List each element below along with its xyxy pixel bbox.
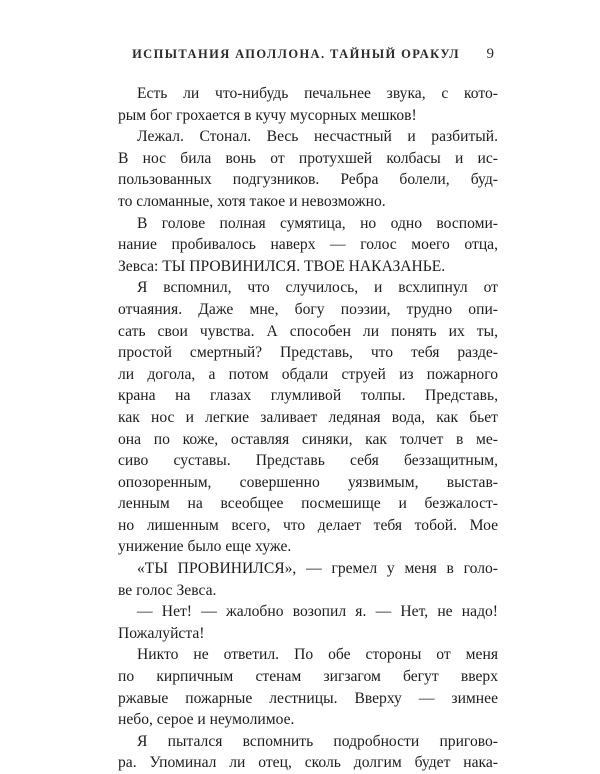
text-line: унижение было еще хуже. — [118, 538, 292, 556]
running-header — [118, 47, 498, 67]
text-line: простой смертный? Представь, что тебя разде- — [118, 344, 498, 362]
page-number: 9 — [486, 46, 494, 62]
text-line: пользованных подгузников. Ребра болели, буд- — [118, 171, 498, 189]
text-line: опозоренным, совершенно уязвимым, выстав- — [118, 473, 498, 491]
text-line: «ТЫ ПРОВИНИЛСЯ», — гремел у меня в голо- — [137, 560, 498, 578]
text-line: Я пытался вспомнить подробности пригово- — [137, 732, 498, 750]
text-line: В нос била вонь от протухшей колбасы и ис- — [118, 149, 498, 167]
text-line: Есть ли что-нибудь печальнее звука, с кото- — [137, 85, 498, 102]
text-line: ленным на всеобщее посмешище и безжалост- — [118, 495, 498, 513]
paragraph — [118, 213, 498, 278]
text-line: Пожалуйста! — [118, 624, 205, 642]
text-line: она по коже, оставляя синяки, как толчет в ме- — [118, 430, 498, 448]
paragraph — [118, 731, 498, 774]
text-line: отчаяния. Даже мне, богу поэзии, трудно опи- — [118, 300, 498, 318]
paragraph — [118, 601, 498, 644]
text-line: Лежал. Стонал. Весь несчастный и разбитый. — [137, 128, 498, 146]
paragraph — [118, 126, 498, 212]
text-line: Зевса: ТЫ ПРОВИНИЛСЯ. ТВОЕ НАКАЗАНЬЕ. — [118, 257, 446, 275]
text-line: крана на глазах глумливой толпы. Представь, — [118, 387, 498, 405]
paragraph — [118, 83, 498, 126]
text-line: Я вспомнил, что случилось, и всхлипнул от — [137, 279, 498, 297]
paragraph — [118, 558, 498, 601]
text-line: то сломанные, хотя такое и невозможно. — [118, 192, 386, 210]
text-line: нание пробивалось наверх — голос моего отца, — [118, 236, 498, 254]
running-title: ИСПЫТАНИЯ АПОЛЛОНА. ТАЙНЫЙ ОРАКУЛ — [132, 47, 460, 61]
text-line: небо, серое и неумолимое. — [118, 711, 295, 729]
body-text — [118, 83, 498, 774]
text-line: ра. Упоминал ли отец, сколь долгим будет нака- — [118, 754, 498, 772]
text-line: ве голос Зевса. — [118, 581, 217, 599]
text-line: но лишенным всего, что делает тебя тобой. Мое — [118, 516, 498, 534]
paragraph — [118, 644, 498, 730]
text-line: рым бог грохается в кучу мусорных мешков! — [118, 106, 417, 124]
text-line: — Нет! — жалобно возопил я. — Нет, не надо! — [137, 603, 498, 621]
text-line: по кирпичным стенам зигзагом бегут вверх — [118, 668, 498, 686]
paragraph — [118, 277, 498, 558]
text-line: Никто не ответил. По обе стороны от меня — [137, 646, 498, 664]
text-line: ржавые пожарные лестницы. Вверху — зимнее — [118, 689, 498, 707]
text-line: сиво суставы. Представь себя беззащитным, — [118, 452, 498, 470]
text-line: как нос и легкие заливает ледяная вода, как бьет — [118, 408, 498, 426]
text-line: В голове полная сумятица, но одно воспоми- — [137, 214, 498, 232]
text-line: ли догола, а потом обдали струей из пожарного — [118, 365, 498, 383]
text-line: сать свои чувства. А способен ли понять их ты, — [118, 322, 498, 340]
